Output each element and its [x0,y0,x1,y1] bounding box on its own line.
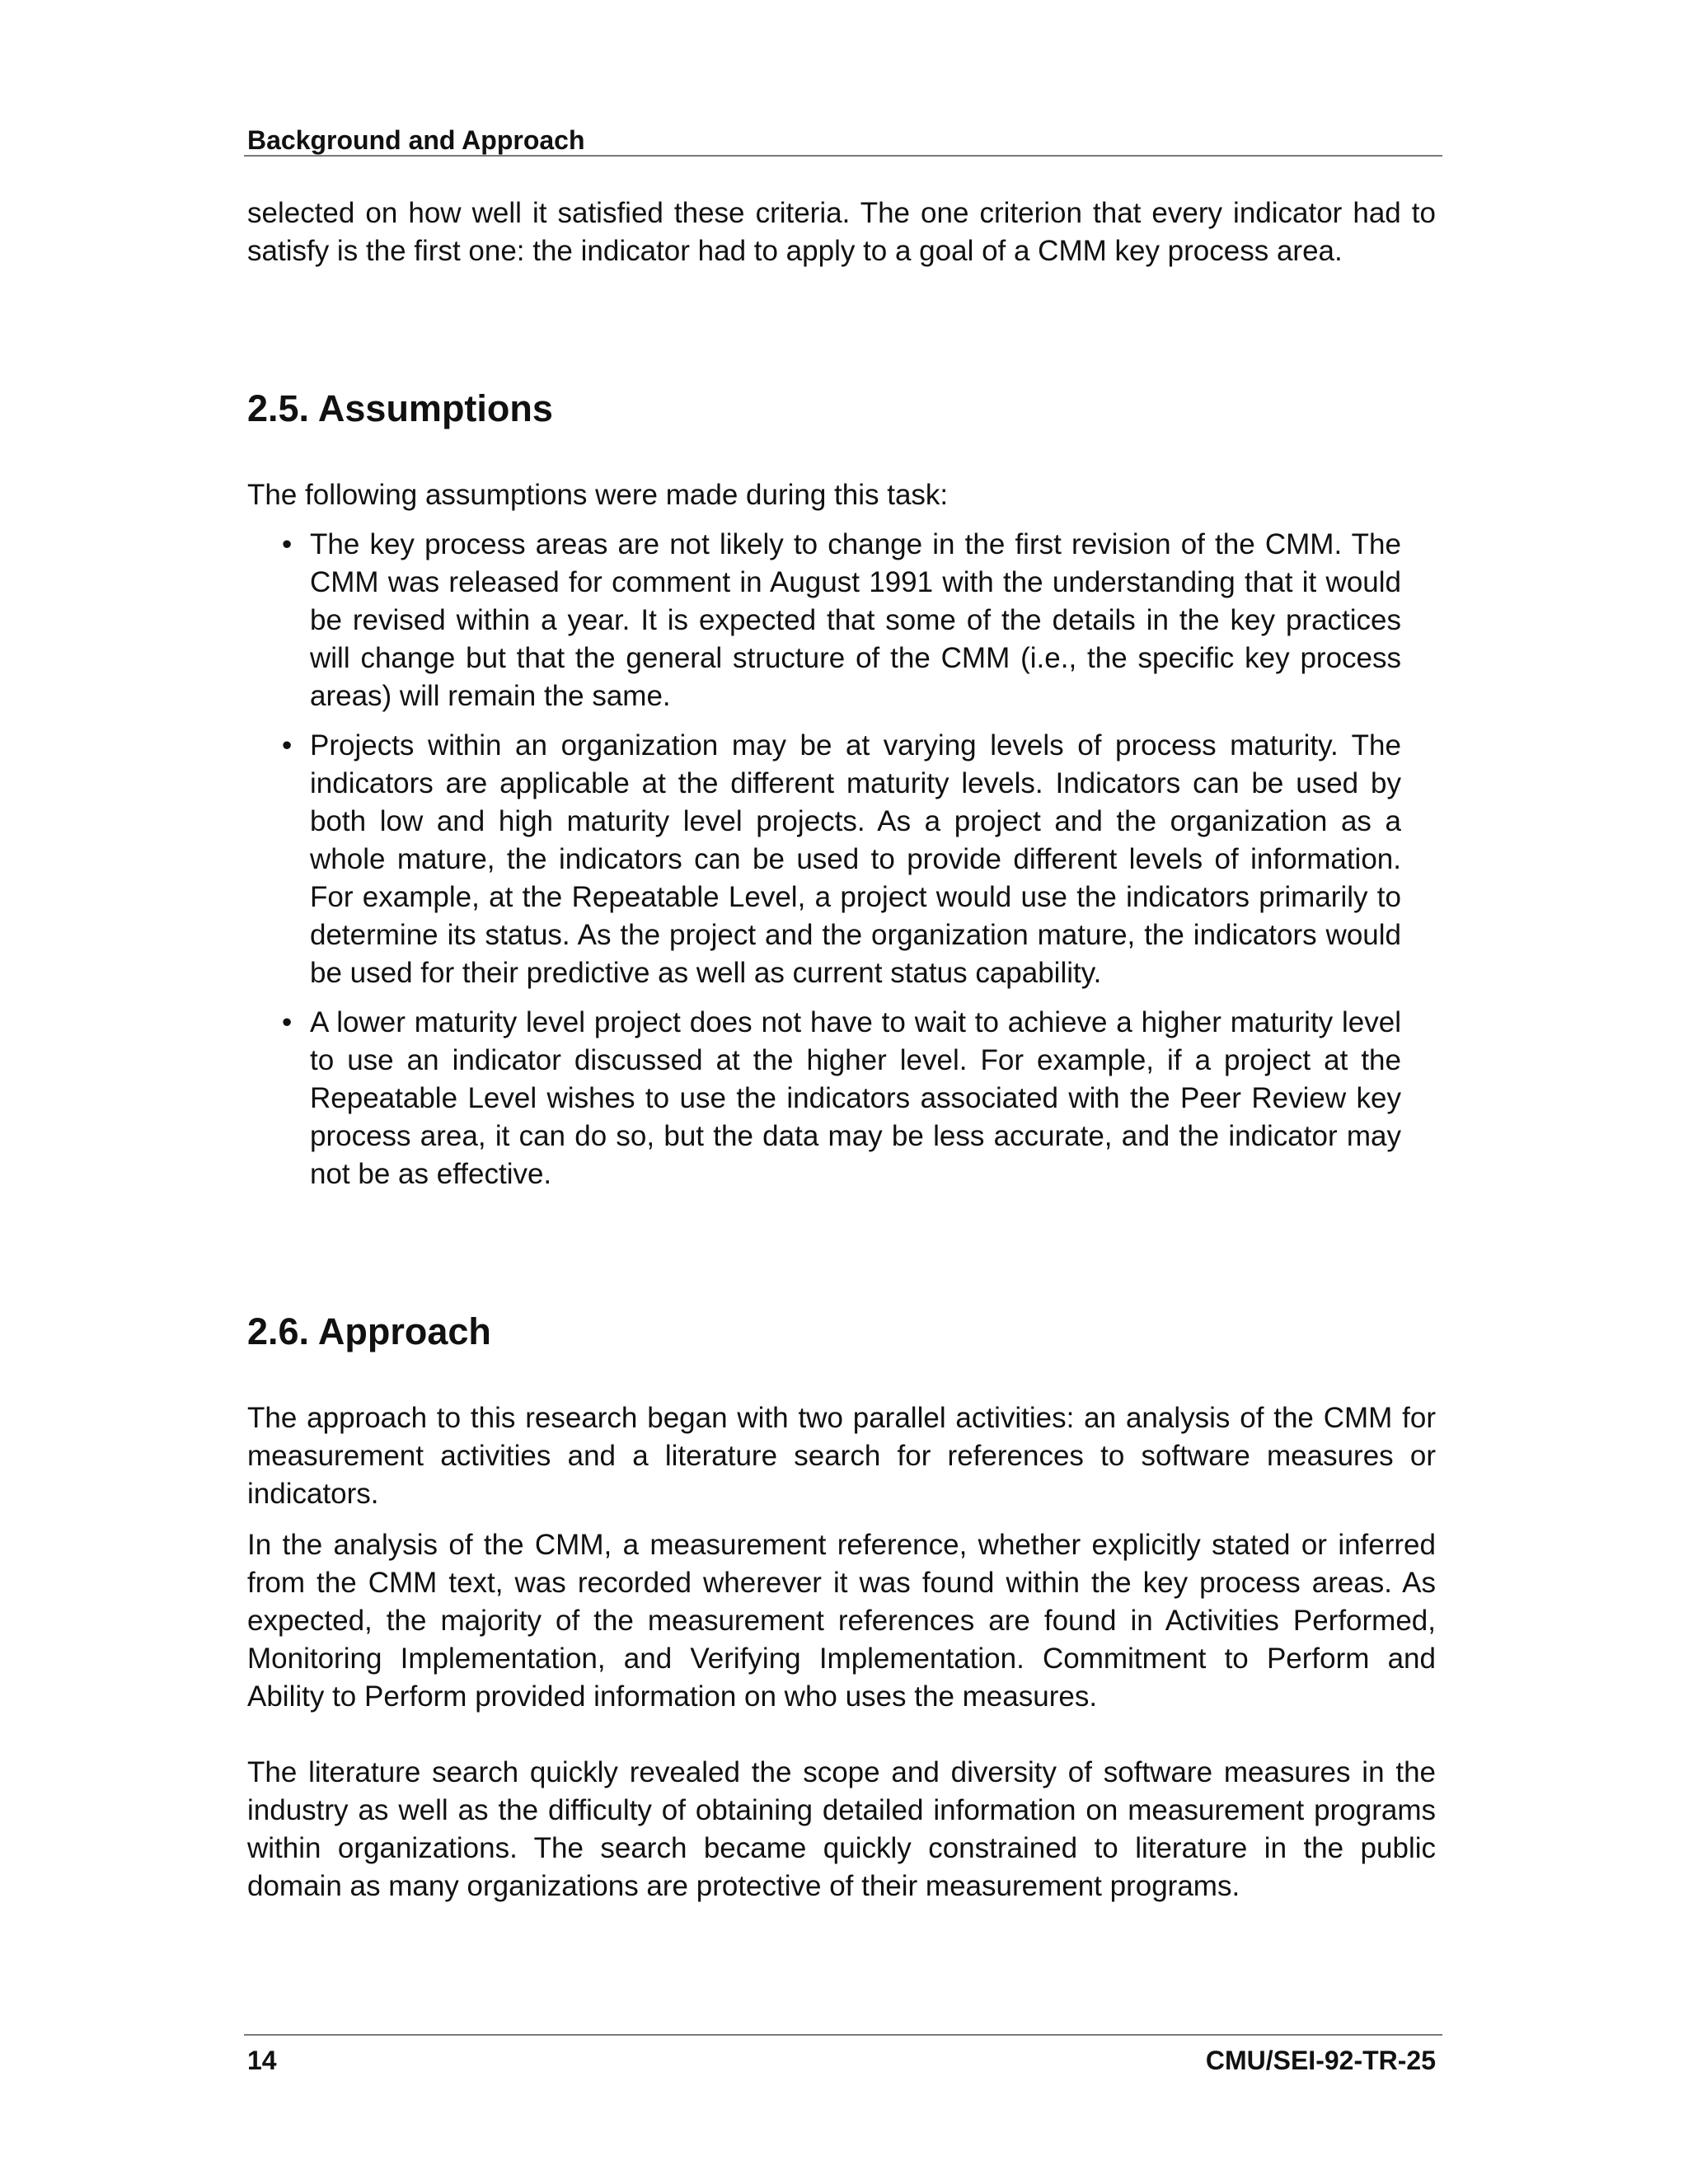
running-header: Background and Approach [247,125,585,155]
list-item [247,727,1401,992]
approach-paragraph-3: The literature search quickly revealed the scope and diversity of software measures in the industry as well as the difficulty of obtaining detailed information on measurement programs within organizations. The search became quickly constrained to literature in the public domain as many organizations are protective of their measurement programs. [247,1756,1436,1902]
bullet-icon: • [282,729,293,762]
assumptions-list [247,526,1401,1205]
list-item-text: A lower maturity level project does not have to wait to achieve a higher maturity level to use an indicator discussed at the higher level. For example, if a project at the Repeatable Level wishes to use the indicators associated with the Peer Review key process area, it can do so, but the data may be less accurate, and the indicator may not be as effective. [310,1006,1401,1190]
section-heading-assumptions: 2.5. Assumptions [247,387,553,429]
header-rule [244,155,1442,157]
document-id: CMU/SEI-92-TR-25 [1205,2046,1436,2075]
intro-paragraph: selected on how well it satisfied these criteria. The one criterion that every indicator had to satisfy is the first one: the indicator had to apply to a goal of a CMM key process area. [247,197,1436,267]
footer-rule [244,2034,1442,2036]
list-item [247,526,1401,715]
list-item [247,1004,1401,1193]
list-item-text: Projects within an organization may be at varying levels of process maturity. The indicators are applicable at the different maturity levels. Indicators can be used by both low and high maturity level projects. As a project and the organization as a whole mature, the indicators can be used to provide different levels of information. For example, at the Repeatable Level, a project would use the indicators primarily to determine its status. As the project and the organization mature, the indicators would be used for their predictive as well as current status capability. [310,729,1401,989]
bullet-icon: • [282,528,293,560]
list-item-text: The key process areas are not likely to change in the first revision of the CMM. The CMM was released for comment in August 1991 with the understanding that it would be revised within a year. It is expected that some of the details in the key practices will change but that the general structure of the CMM (i.e., the specific key process areas) will remain the same. [310,528,1401,712]
bullet-icon: • [282,1006,293,1038]
section-heading-approach: 2.6. Approach [247,1310,491,1352]
approach-paragraph-1: The approach to this research began with two parallel activities: an analysis of the CMM for measurement activities and a literature search for references to software measures or indicators. [247,1402,1436,1510]
page-number: 14 [247,2046,277,2075]
approach-paragraph-2: In the analysis of the CMM, a measurement reference, whether explicitly stated or inferred from the CMM text, was recorded wherever it was found within the key process areas. As expected, the majority of the measurement references are found in Activities Performed, Monitoring Implementation, and Verifying Implementation. Commitment to Perform and Ability to Perform provided information on who uses the measures. [247,1529,1436,1713]
assumptions-lead: The following assumptions were made during this task: [247,479,949,511]
